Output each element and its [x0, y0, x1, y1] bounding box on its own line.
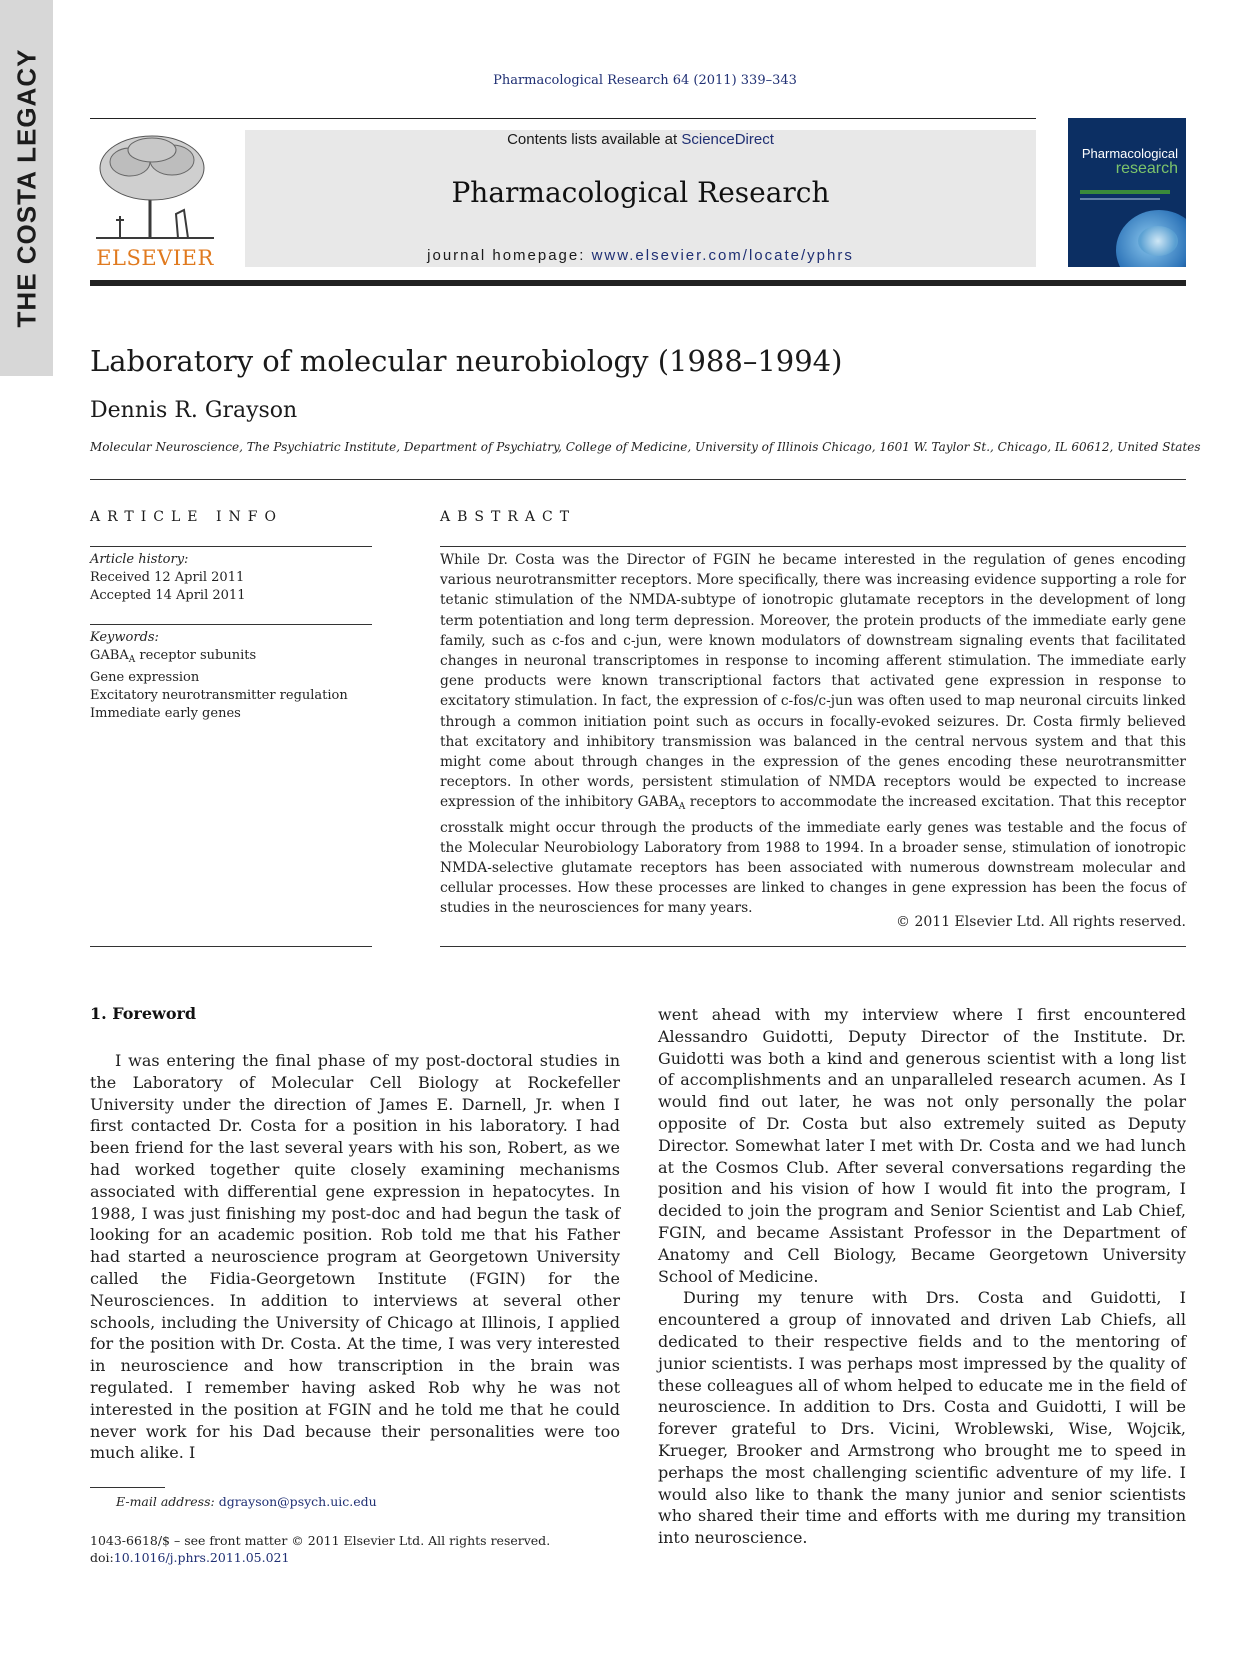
accepted-date: Accepted 14 April 2011: [90, 588, 246, 603]
keywords-rule: [90, 624, 372, 625]
cover-title: [1068, 146, 1186, 176]
keyword-item[interactable]: Excitatory neurotransmitter regulation: [90, 688, 348, 703]
cover-artwork-highlight: [1138, 226, 1178, 256]
body-paragraph: I was entering the final phase of my post-doctoral studies in the Laboratory of Molecular Cell Biology at Rockefeller University under the direction of James E. Darnell, Jr. when I first contacted Dr. Costa for a position in his laboratory. I had been friend for the last several years with his son, Robert, as we had worked together quite closely examining mechanisms associated with differential gene expression in hepatocytes. In 1988, I was just finishing my post-doc and had begun the task of looking for an academic position. Rob told me that his Father had started a neuroscience program at Georgetown University called the Fidia-Georgetown Institute (FGIN) for the Neurosciences. In addition to interviews at several other schools, including the University of Chicago at Illinois, I applied for the position with Dr. Costa. At the time, I was very interested in neuroscience and how transcription in the brain was regulated. I remember having asked Rob why he was not interested in the position at FGIN and he told me that he could never work for his Dad because their personalities were too much alike. I: [90, 1051, 620, 1463]
abstract-copyright: © 2011 Elsevier Ltd. All rights reserved.: [896, 914, 1186, 930]
footnote-rule: [90, 1487, 165, 1488]
abstract-text: While Dr. Costa was the Director of FGIN he became interested in the regulation of genes encoding various neurotransmitter receptors. More specifically, there was increasing evidence supporting a role for tetanic stimulation of the NMDA-subtype of ionotropic glutamate receptors in the development of long term potentiation and long term depression. Moreover, the protein products of the immediate early gene family, such as c-fos and c-jun, were known modulators of downstream signaling events that facilitated changes in neuronal transcriptomes in response to incoming afferent stimulation. The immediate early gene products were known transcriptional factors that activated gene expression in response to excitatory stimulation. In fact, the expression of c-fos/c-jun was often used to map neuronal circuits linked through a common initiation point such as occurs in focally-evoked seizures. Dr. Costa firmly believed that excitatory and inhibitory transmission was balanced in the central nervous system and that this might come about through changes in the expression of the genes encoding these neurotransmitter receptors. In other words, persistent stimulation of NMDA receptors would be expected to increase expression of the inhibitory $GABA_A$ receptors to accommodate the increased excitation. That this receptor crosstalk might occur through the products of the immediate early genes was testable and the focus of the Molecular Neurobiology Laboratory from 1988 to 1994. In a broader sense, stimulation of ionotropic NMDA-selective glutamate receptors has been associated with numerous downstream molecular and cellular processes. How these processes are linked to changes in gene expression has been the focus of studies in the neurosciences for many years.: [440, 552, 1187, 917]
side-tab-label: THE COSTA LEGACY: [11, 48, 42, 328]
contents-prefix: Contents lists available at: [507, 131, 682, 148]
body-paragraph: went ahead with my interview where I first encountered Alessandro Guidotti, Deputy Director of the Institute. Dr. Guidotti was both a kind and generous scientist with a long list of accomplishments and an unparalleled research acumen. As I would find out later, he was not only personally the polar opposite of Dr. Costa but also extremely suited as Deputy Director. Somewhat later I met with Dr. Costa and we had lunch at the Cosmos Club. After several conversations regarding the position and his vision of how I would fit into the program, I decided to join the program and Senior Scientist and Lab Chief, FGIN, and became Assistant Professor in the Department of Anatomy and Cell Biology, Became Georgetown University School of Medicine.: [658, 1005, 1186, 1286]
contents-line: [245, 131, 1036, 148]
email-footnote: [116, 1494, 377, 1509]
front-matter: [90, 1532, 550, 1566]
cover-text-line: [1080, 198, 1160, 200]
cover-stripe: [1080, 190, 1170, 194]
header-bottom-rule: [90, 280, 1186, 286]
top-divider: [90, 118, 1036, 119]
abstract-rule: [440, 546, 1186, 547]
keywords-block: [90, 629, 348, 723]
article-title: Laboratory of molecular neurobiology (1988–1994): [90, 344, 843, 378]
keyword-item[interactable]: Immediate early genes: [90, 706, 241, 721]
title-divider: [90, 479, 1186, 480]
keyword-item[interactable]: Gene expression: [90, 670, 200, 685]
doi-prefix: doi:: [90, 1550, 114, 1565]
doi-link[interactable]: 10.1016/j.phrs.2011.05.021: [113, 1550, 290, 1565]
journal-cover-image[interactable]: [1068, 118, 1186, 267]
section-heading: 1. Foreword: [90, 1004, 197, 1023]
body-paragraph: During my tenure with Drs. Costa and Guidotti, I encountered a group of innovated and driven Lab Chiefs, all dedicated to their respective fields and to the mentoring of junior scientists. I was perhaps most impressed by the quality of these colleagues all of whom helped to educate me in the field of neuroscience. In addition to Drs. Costa and Guidotti, I will be forever grateful to Drs. Vicini, Wroblewski, Wise, Wojcik, Krueger, Brooker and Armstrong who brought me to speed in perhaps the most challenging scientific adventure of my life. I would also like to thank the many junior and senior scientists who shared their time and efforts with me during my transition into neuroscience.: [658, 1288, 1186, 1548]
side-tab: [0, 0, 53, 376]
author-name[interactable]: Dennis R. Grayson: [90, 398, 298, 423]
article-info-heading: ARTICLE INFO: [90, 509, 283, 525]
author-affiliation: Molecular Neuroscience, The Psychiatric Institute, Department of Psychiatry, College of Medicine, University of Illinois Chicago, 1601 W. Taylor St., Chicago, IL 60612, United States: [90, 440, 1201, 454]
doi-line: [90, 1549, 550, 1566]
elsevier-wordmark: ELSEVIER: [96, 246, 214, 270]
abstract-heading: ABSTRACT: [440, 509, 577, 525]
homepage-link[interactable]: www.elsevier.com/locate/yphrs: [591, 247, 854, 264]
body-right-column: [658, 1004, 1186, 1549]
front-matter-copyright: 1043-6618/$ – see front matter © 2011 Elsevier Ltd. All rights reserved.: [90, 1533, 551, 1548]
elsevier-logo[interactable]: [90, 130, 220, 270]
email-label: E-mail address:: [116, 1494, 219, 1509]
article-info-bottom-rule: [90, 946, 372, 947]
email-link[interactable]: dgrayson@psych.uic.edu: [218, 1494, 377, 1509]
cover-title-line2: research: [1115, 160, 1178, 177]
journal-citation[interactable]: Pharmacological Research 64 (2011) 339–343: [493, 73, 797, 88]
sciencedirect-link[interactable]: ScienceDirect: [681, 131, 774, 148]
abstract-bottom-rule: [440, 946, 1186, 947]
keyword-item[interactable]: $GABA_A$ receptor subunits: [90, 648, 257, 665]
tree-icon: [90, 130, 220, 242]
homepage-line: [245, 247, 1036, 264]
homepage-prefix: journal homepage:: [427, 247, 592, 264]
history-label: Article history:: [90, 552, 189, 567]
article-history: [90, 551, 245, 605]
body-left-column: [90, 1050, 620, 1464]
received-date: Received 12 April 2011: [90, 570, 245, 585]
journal-title: Pharmacological Research: [451, 176, 830, 209]
keywords-label: Keywords:: [90, 630, 159, 645]
cover-title-line1: Pharmacological: [1081, 146, 1178, 161]
article-info-rule: [90, 546, 372, 547]
